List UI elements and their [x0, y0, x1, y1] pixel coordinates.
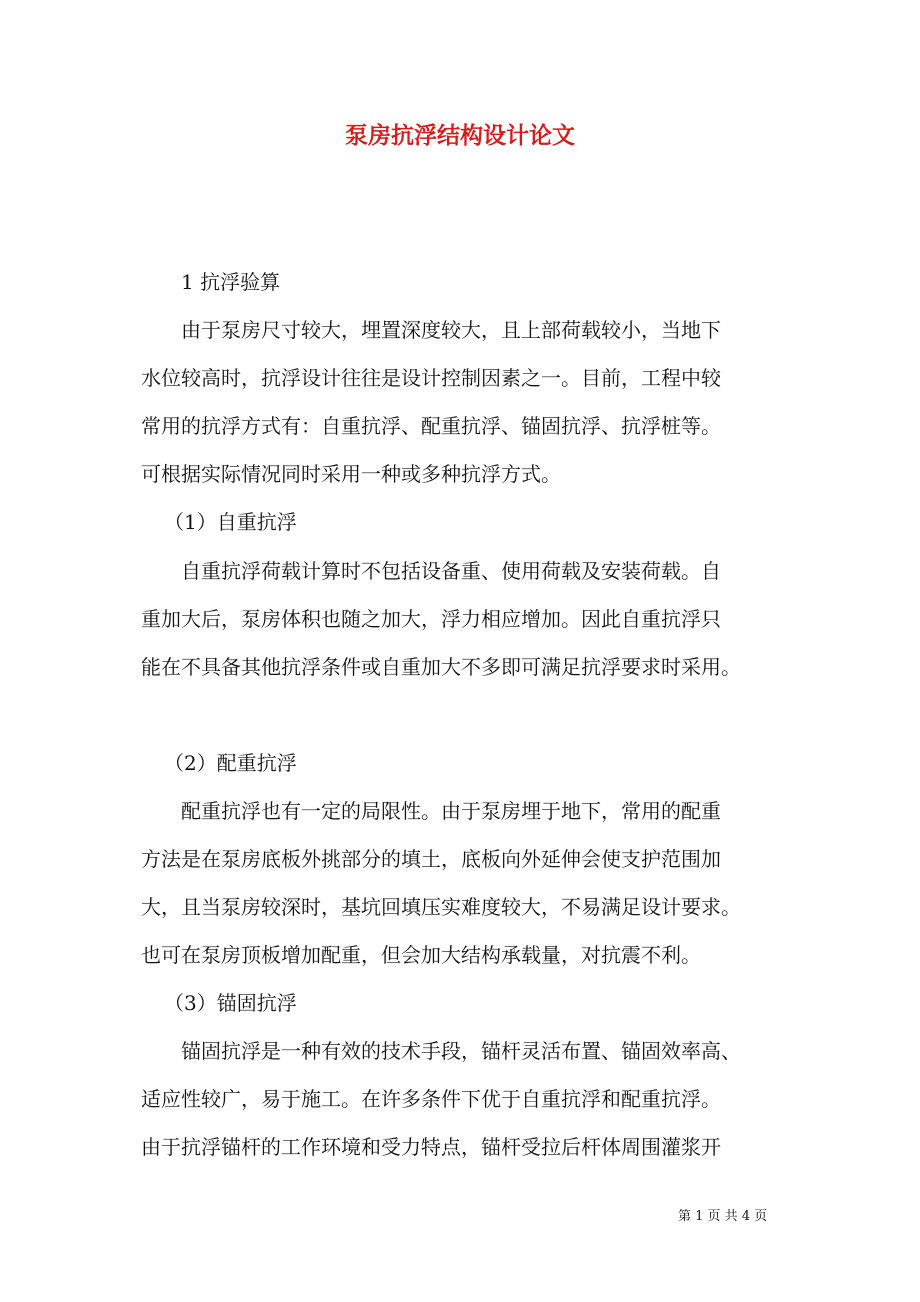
- paragraph-line: 由于抗浮锚杆的工作环境和受力特点，锚杆受拉后杆体周围灌浆开: [141, 1135, 721, 1159]
- paragraph-line: 配重抗浮也有一定的局限性。由于泵房埋于地下，常用的配重: [181, 799, 721, 823]
- paragraph-line: 自重抗浮荷载计算时不包括设备重、使用荷载及安装荷载。自: [181, 559, 721, 583]
- paragraph-line: 方法是在泵房底板外挑部分的填土，底板向外延伸会使支护范围加: [141, 847, 721, 871]
- subsection-heading: （2）配重抗浮: [164, 751, 297, 775]
- paragraph-line: 能在不具备其他抗浮条件或自重加大不多即可满足抗浮要求时采用。: [141, 655, 741, 679]
- section-heading: 1 抗浮验算: [181, 270, 281, 294]
- subsection-heading: （3）锚固抗浮: [164, 991, 297, 1015]
- paragraph-line: 大，且当泵房较深时，基坑回填压实难度较大，不易满足设计要求。: [141, 895, 741, 919]
- page-number-footer: 第 1 页 共 4 页: [678, 1209, 768, 1224]
- paragraph-line: 也可在泵房顶板增加配重，但会加大结构承载量，对抗震不利。: [141, 943, 701, 967]
- paragraph-line: 锚固抗浮是一种有效的技术手段，锚杆灵活布置、锚固效率高、: [181, 1039, 741, 1063]
- paragraph-line: 可根据实际情况同时采用一种或多种抗浮方式。: [141, 462, 561, 486]
- subsection-heading: （1）自重抗浮: [164, 510, 297, 534]
- paragraph-line: 适应性较广，易于施工。在许多条件下优于自重抗浮和配重抗浮。: [141, 1087, 721, 1111]
- paragraph-line: 重加大后，泵房体积也随之加大，浮力相应增加。因此自重抗浮只: [141, 607, 721, 631]
- paragraph-line: 常用的抗浮方式有：自重抗浮、配重抗浮、锚固抗浮、抗浮桩等。: [141, 414, 721, 438]
- paragraph-line: 由于泵房尺寸较大，埋置深度较大，且上部荷载较小，当地下: [181, 318, 721, 342]
- document-title: 泵房抗浮结构设计论文: [345, 122, 575, 149]
- paragraph-line: 水位较高时，抗浮设计往往是设计控制因素之一。目前，工程中较: [141, 366, 721, 390]
